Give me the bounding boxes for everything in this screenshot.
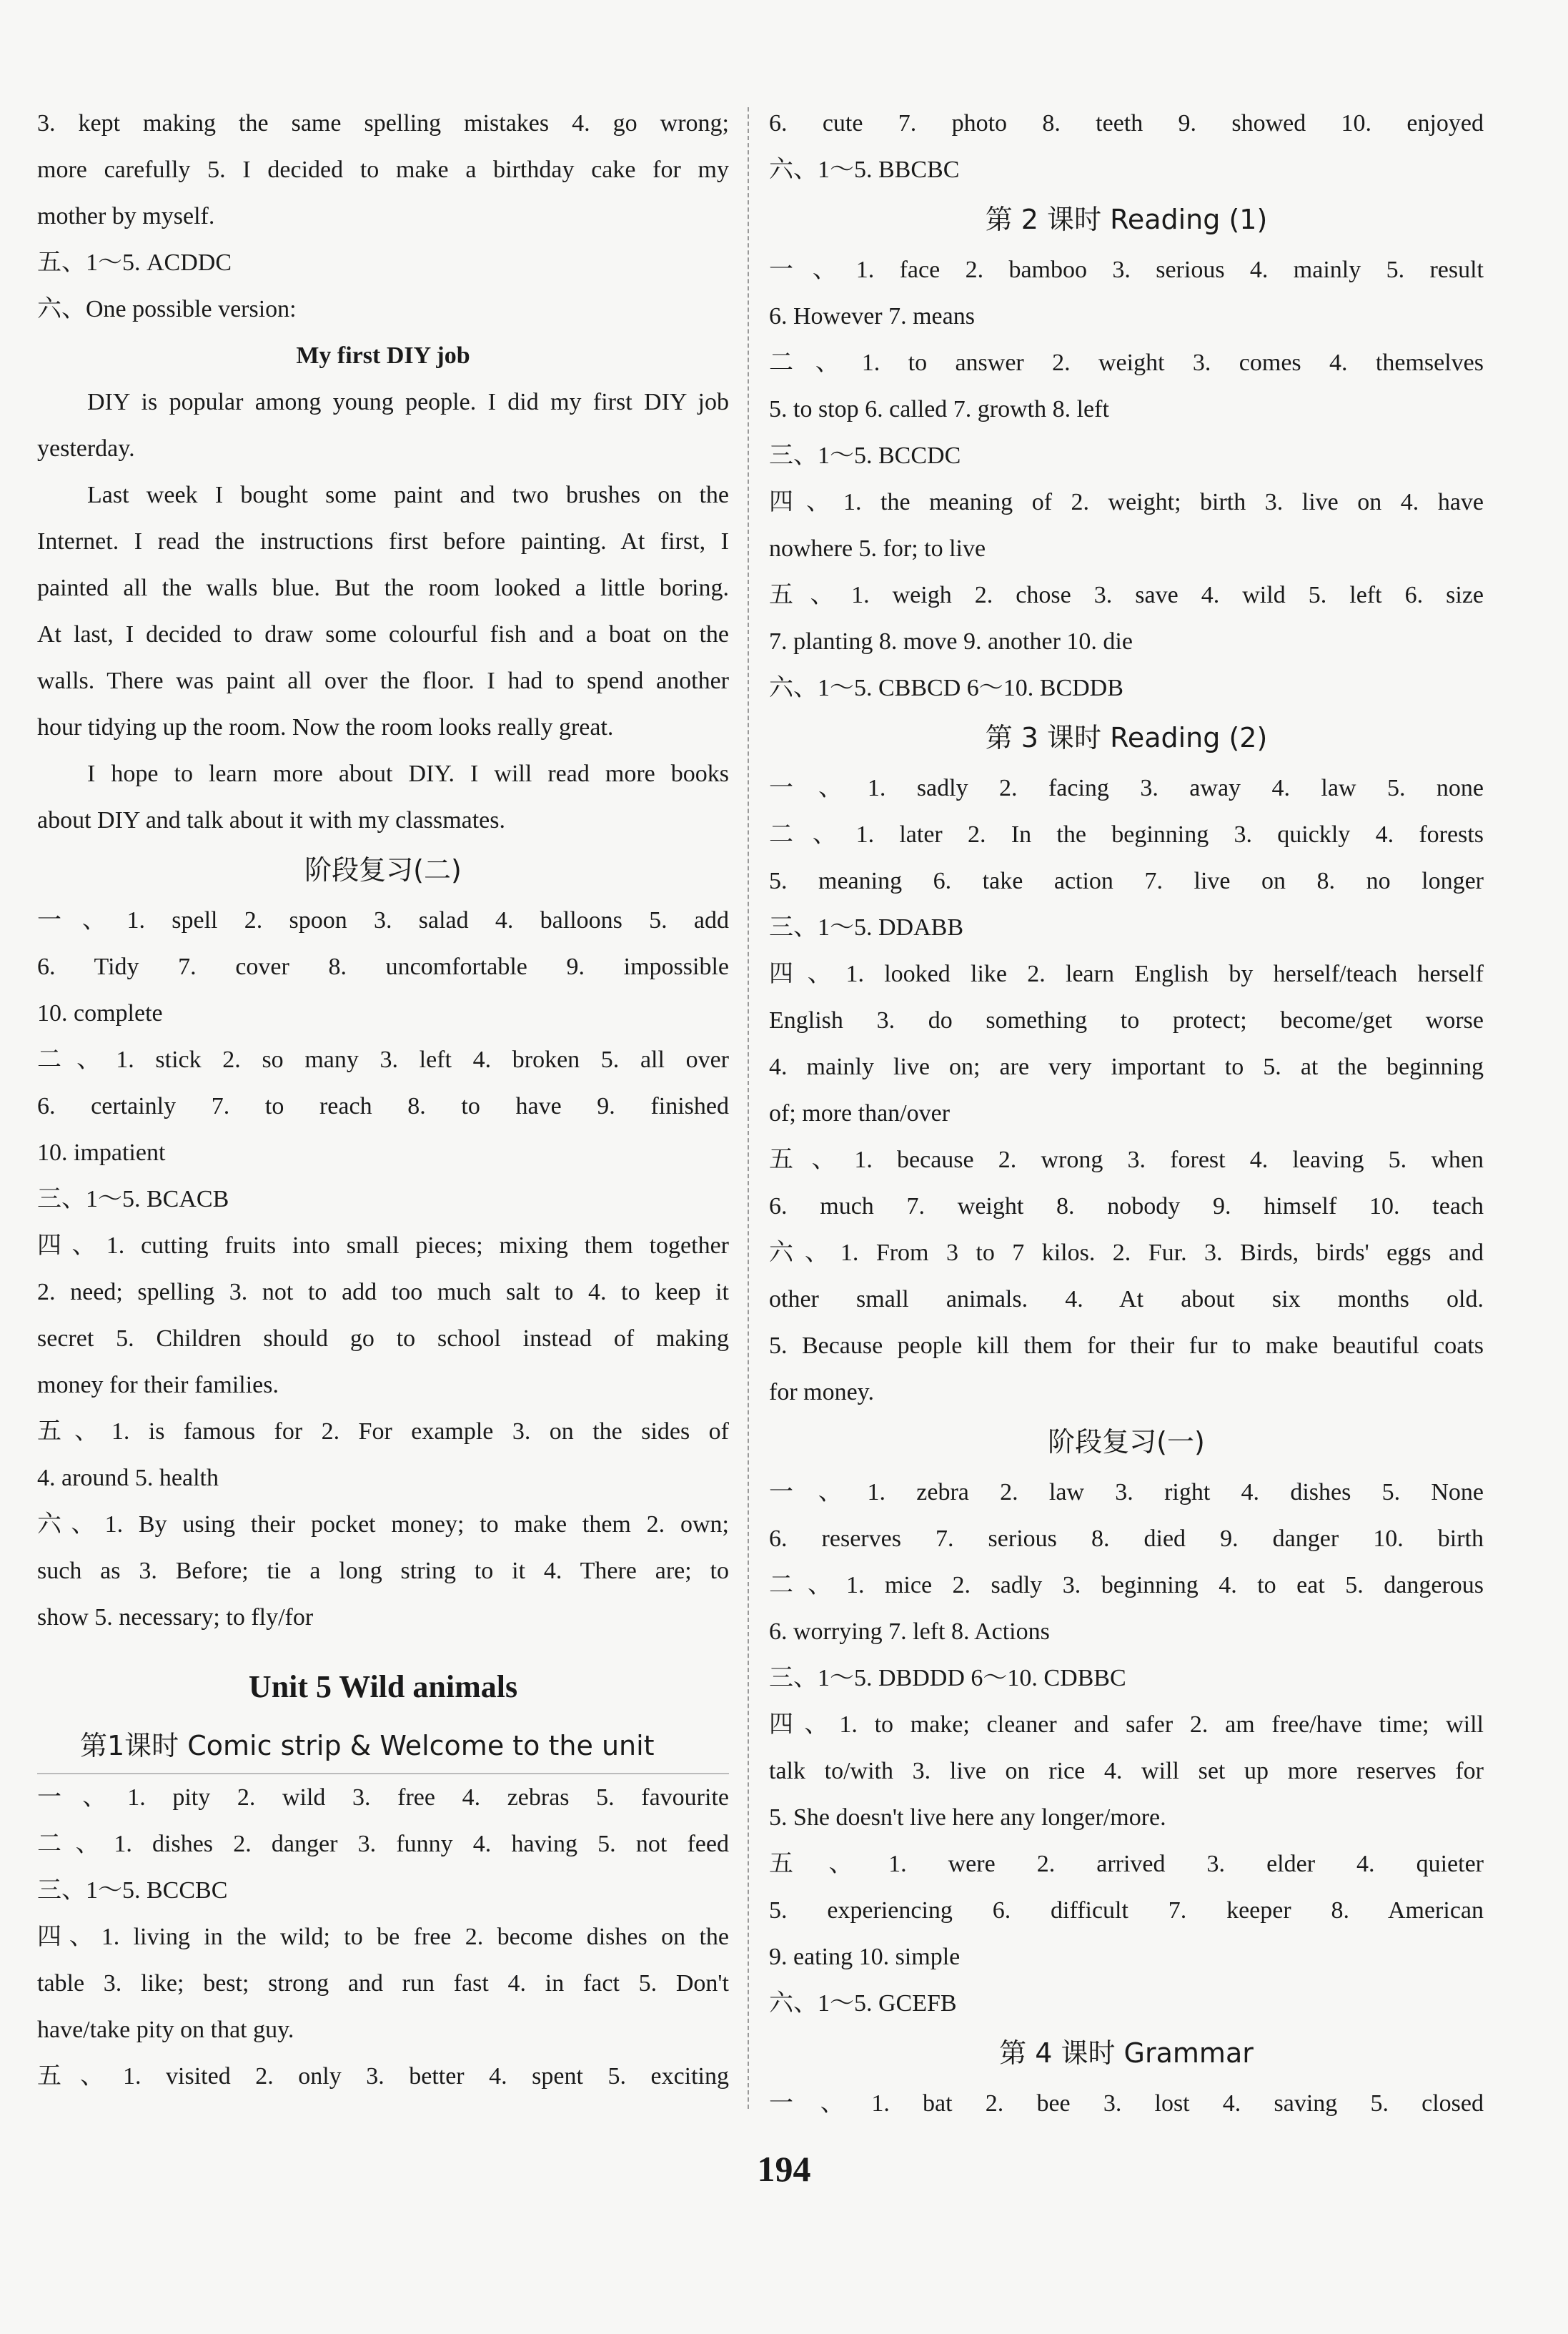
left-column (37, 100, 729, 2100)
answer-line: 一、1. pity 2. wild 3. free 4. zebras 5. favourite (37, 1784, 729, 1811)
answer-line: 六、1～5. BBCBC (769, 157, 960, 183)
answer-line: nowhere 5. for; to live (769, 535, 986, 562)
lesson-heading: 第 4 课时 Grammar (999, 2037, 1254, 2069)
answer-line: English 3. do something to protect; become/get worse (769, 1007, 1484, 1034)
answer-line: 一、1. bat 2. bee 3. lost 4. saving 5. closed (769, 2090, 1484, 2117)
text-line: more carefully 5. I decided to make a birthday cake for my (37, 157, 729, 183)
answer-line: talk to/with 3. live on rice 4. will set up more reserves for (769, 1758, 1484, 1784)
answer-line: 五、1. visited 2. only 3. better 4. spent 5. exciting (37, 2063, 729, 2090)
essay-line: I hope to learn more about DIY. I will read more books (87, 761, 729, 787)
answer-line: 一、1. sadly 2. facing 3. away 4. law 5. none (769, 775, 1484, 801)
answer-line: 4. around 5. health (37, 1465, 219, 1491)
lesson-heading: 第 3 课时 Reading (2) (985, 722, 1268, 753)
essay-line: Last week I bought some paint and two brushes on the (87, 482, 729, 508)
answer-line: 10. impatient (37, 1139, 166, 1166)
answer-line: 9. eating 10. simple (769, 1944, 961, 1970)
section-heading: 阶段复习(二) (304, 854, 462, 886)
essay-line: hour tidying up the room. Now the room looks really great. (37, 714, 614, 741)
answer-line: 二、1. stick 2. so many 3. left 4. broken 5. all over (37, 1047, 729, 1073)
essay-line: At last, I decided to draw some colourful fish and a boat on the (37, 621, 729, 648)
answer-line: 5. meaning 6. take action 7. live on 8. no longer (769, 868, 1484, 894)
answer-line: 一、1. zebra 2. law 3. right 4. dishes 5. None (769, 1479, 1484, 1505)
answer-line: 一、1. face 2. bamboo 3. serious 4. mainly 5. result (769, 257, 1484, 283)
answer-line: 6. much 7. weight 8. nobody 9. himself 10. teach (769, 1193, 1484, 1220)
answer-line: 5. She doesn't live here any longer/more. (769, 1804, 1166, 1831)
answer-line: of; more than/over (769, 1100, 951, 1127)
answer-line: other small animals. 4. At about six months old. (769, 1286, 1484, 1312)
page-number: 194 (757, 2149, 811, 2189)
essay-line: painted all the walls blue. But the room looked a little boring. (37, 575, 729, 601)
answer-line: 6. worrying 7. left 8. Actions (769, 1618, 1050, 1645)
unit-title: Unit 5 Wild animals (248, 1669, 518, 1704)
answer-line: 三、1～5. DDABB (769, 914, 964, 941)
lesson-heading: 第 2 课时 Reading (1) (985, 204, 1268, 235)
essay-title: My first DIY job (296, 342, 470, 369)
answer-line: have/take pity on that guy. (37, 2017, 294, 2043)
essay-line: yesterday. (37, 435, 135, 462)
answer-line: 六、One possible version: (37, 296, 297, 322)
answer-line: 四、1. to make; cleaner and safer 2. am free/have time; will (769, 1711, 1484, 1738)
answer-line: 六、1. From 3 to 7 kilos. 2. Fur. 3. Birds, birds' eggs and (769, 1240, 1484, 1266)
answer-line: 二、1. later 2. In the beginning 3. quickly 4. forests (769, 821, 1484, 848)
answer-line: 四、1. cutting fruits into small pieces; mixing them together (37, 1232, 729, 1259)
answer-line: 五、1. because 2. wrong 3. forest 4. leaving 5. when (769, 1147, 1484, 1173)
essay-line: walls. There was paint all over the floor. I had to spend another (37, 668, 729, 694)
answer-line: 4. mainly live on; are very important to 5. at the beginning (769, 1054, 1484, 1080)
text-line: 3. kept making the same spelling mistakes 4. go wrong; (37, 110, 729, 137)
answer-line: 5. to stop 6. called 7. growth 8. left (769, 396, 1109, 422)
answer-line: 7. planting 8. move 9. another 10. die (769, 628, 1133, 655)
answer-line: 二、1. mice 2. sadly 3. beginning 4. to eat 5. dangerous (769, 1572, 1484, 1598)
answer-line: 四、1. living in the wild; to be free 2. become dishes on the (37, 1924, 729, 1950)
answer-line: 5. experiencing 6. difficult 7. keeper 8. American (769, 1897, 1484, 1924)
answer-line: 一、1. spell 2. spoon 3. salad 4. balloons 5. add (37, 907, 729, 934)
answer-line: money for their families. (37, 1372, 279, 1398)
answer-line: 6. Tidy 7. cover 8. uncomfortable 9. impossible (37, 954, 729, 980)
answer-line: 五、1. weigh 2. chose 3. save 4. wild 5. left 6. size (769, 582, 1484, 608)
answer-line: 五、1. were 2. arrived 3. elder 4. quieter (769, 1851, 1484, 1877)
answer-line: secret 5. Children should go to school instead of making (37, 1325, 729, 1352)
answer-line: 6. cute 7. photo 8. teeth 9. showed 10. enjoyed (769, 110, 1484, 137)
right-column (769, 100, 1484, 2127)
answer-line: 三、1～5. BCACB (37, 1186, 229, 1212)
answer-line: 6. certainly 7. to reach 8. to have 9. finished (37, 1093, 729, 1119)
answer-line: 四、1. the meaning of 2. weight; birth 3. live on 4. have (769, 489, 1484, 515)
answer-line: 2. need; spelling 3. not to add too much salt to 4. to keep it (37, 1279, 729, 1305)
essay-line: DIY is popular among young people. I did my first DIY job (87, 389, 729, 415)
answer-line: show 5. necessary; to fly/for (37, 1604, 314, 1631)
answer-line: 五、1. is famous for 2. For example 3. on the sides of (37, 1418, 729, 1445)
answer-line: 六、1～5. GCEFB (769, 1990, 957, 2017)
answer-line: 6. reserves 7. serious 8. died 9. danger 10. birth (769, 1525, 1484, 1552)
answer-line: 6. However 7. means (769, 303, 975, 330)
answer-line: 二、1. dishes 2. danger 3. funny 4. having 5. not feed (37, 1831, 729, 1857)
answer-line: table 3. like; best; strong and run fast 4. in fact 5. Don't (37, 1970, 729, 1997)
text-line: mother by myself. (37, 203, 215, 229)
column-divider (748, 107, 749, 2109)
answer-line: 5. Because people kill them for their fur to make beautiful coats (769, 1332, 1484, 1359)
answer-line: 三、1～5. DBDDD 6～10. CDBBC (769, 1665, 1126, 1691)
answer-line: 二、1. to answer 2. weight 3. comes 4. themselves (769, 350, 1484, 376)
answer-line: 三、1～5. BCCDC (769, 442, 961, 469)
section-heading: 阶段复习(一) (1048, 1426, 1205, 1458)
answer-line: 三、1～5. BCCBC (37, 1877, 228, 1904)
answer-line: 六、1～5. CBBCD 6～10. BCDDB (769, 675, 1123, 701)
answer-line: 四、1. looked like 2. learn English by herself/teach herself (769, 961, 1484, 987)
answer-line: 五、1～5. ACDDC (37, 249, 232, 276)
essay-line: about DIY and talk about it with my classmates. (37, 807, 505, 834)
essay-line: Internet. I read the instructions first before painting. At first, I (37, 528, 729, 555)
answer-line: 六、1. By using their pocket money; to make them 2. own; (37, 1511, 729, 1538)
lesson-heading: 第1课时 Comic strip & Welcome to the unit (80, 1730, 655, 1761)
answer-line: 10. complete (37, 1000, 163, 1027)
answer-line: such as 3. Before; tie a long string to it 4. There are; to (37, 1558, 729, 1584)
answer-line: for money. (769, 1379, 874, 1405)
